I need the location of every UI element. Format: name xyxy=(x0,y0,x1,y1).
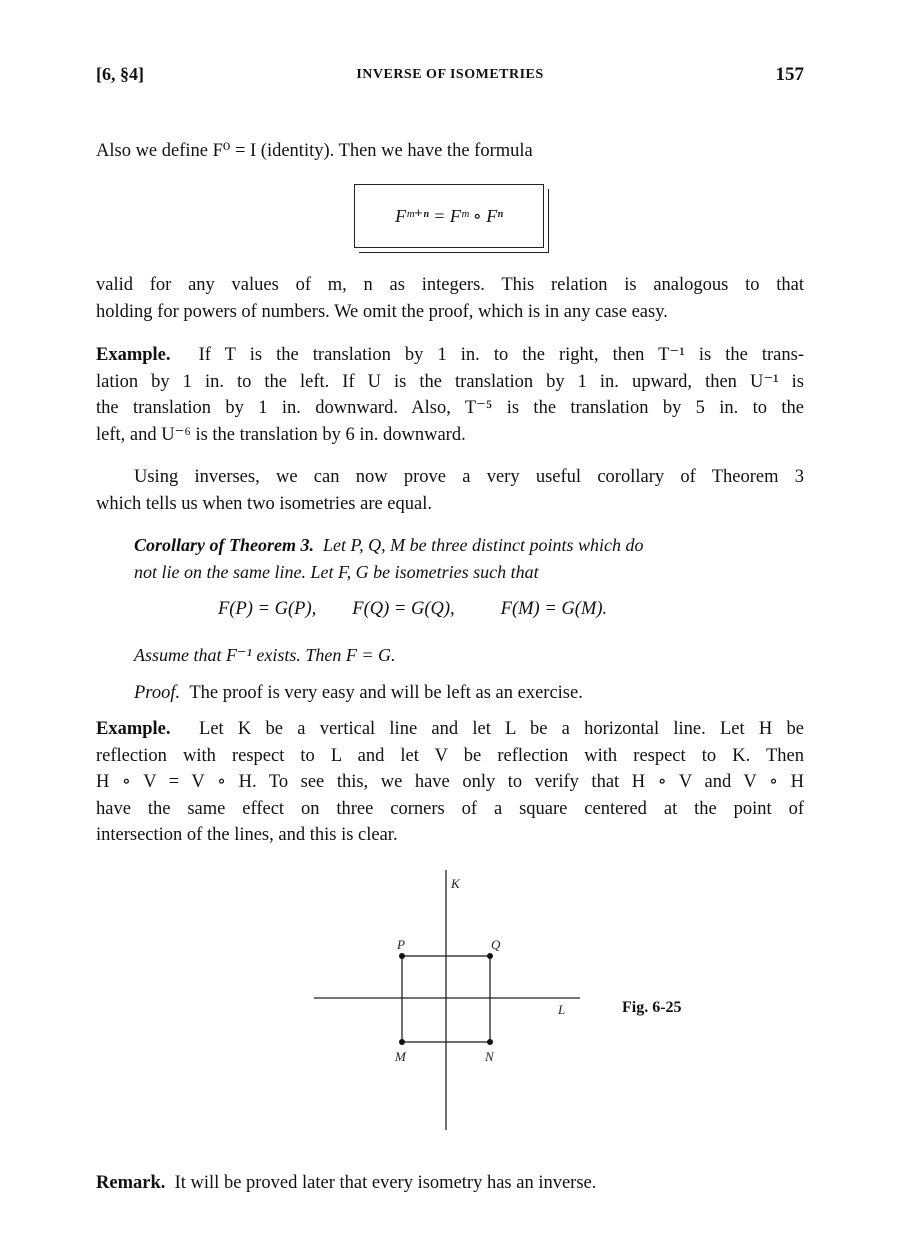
example-text: If T is the translation by 1 in. to the right, then T⁻¹ is the trans- xyxy=(198,345,805,365)
remark-text: It will be proved later that every isometry has an inverse. xyxy=(174,1173,597,1193)
equation-fm: F(M) = G(M). xyxy=(500,599,608,619)
text-line: Assume that F⁻¹ exists. Then F = G. xyxy=(134,645,396,665)
example-label: Example. xyxy=(96,345,171,365)
proof-label: Proof. xyxy=(134,683,181,703)
label-m: M xyxy=(395,1049,406,1064)
point-q xyxy=(487,953,493,959)
text-line: not lie on the same line. Let F, G be isometries such that xyxy=(134,561,539,582)
corollary-text: Let P, Q, M be three distinct points which do xyxy=(323,535,644,555)
remark-paragraph xyxy=(96,1170,596,1197)
text-line: holding for powers of numbers. We omit the proof, which is in any case easy. xyxy=(96,301,668,322)
example-reflections xyxy=(96,716,804,849)
paragraph-inverses xyxy=(96,464,804,517)
text-line: H ∘ V = V ∘ H. To see this, we have only to verify that H ∘ V and V ∘ H xyxy=(96,772,804,792)
text-line xyxy=(96,342,804,369)
text-line: have the same effect on three corners of a square centered at the point of xyxy=(96,798,804,819)
label-k: K xyxy=(451,876,460,891)
page-number: 157 xyxy=(775,64,804,85)
corollary-assumption xyxy=(134,642,804,669)
corollary-statement xyxy=(134,532,804,585)
text-line: reflection with respect to L and let V be reflection with respect to K. Then xyxy=(96,745,804,766)
proof-paragraph xyxy=(134,680,583,707)
equation-line xyxy=(218,599,607,620)
boxed-formula xyxy=(354,184,544,248)
figure-square-reflection xyxy=(300,868,600,1132)
text-line: intersection of the lines, and this is clear. xyxy=(96,825,398,845)
equation-fq: F(Q) = G(Q), xyxy=(352,599,455,619)
section-marker: [6, §4] xyxy=(96,64,144,84)
text-line: which tells us when two isometries are equal. xyxy=(96,493,432,514)
text-line: Also we define F⁰ = I (identity). Then we have the formula xyxy=(96,141,533,161)
corollary-label: Corollary of Theorem 3. xyxy=(134,535,314,555)
remark-label: Remark. xyxy=(96,1173,166,1193)
example-translation xyxy=(96,342,804,448)
text-line: valid for any values of m, n as integers. This relation is analogous to that xyxy=(96,275,804,295)
label-l: L xyxy=(558,1002,566,1017)
label-n: N xyxy=(485,1049,494,1064)
text-line: the translation by 1 in. downward. Also, T⁻⁵ is the translation by 5 in. to the xyxy=(96,398,804,418)
point-m xyxy=(399,1039,405,1045)
page-header xyxy=(96,64,804,88)
text-line: lation by 1 in. to the left. If U is the translation by 1 in. upward, then U⁻¹ is xyxy=(96,371,804,392)
paragraph-valid xyxy=(96,272,804,325)
paragraph-define-identity xyxy=(96,138,804,165)
figure-caption: Fig. 6-25 xyxy=(622,999,682,1016)
running-title: INVERSE OF ISOMETRIES xyxy=(356,67,544,82)
text-line xyxy=(134,532,804,559)
formula-text: Fᵐ⁺ⁿ = Fᵐ ∘ Fⁿ xyxy=(395,206,503,226)
figure-diagram xyxy=(300,868,600,1132)
label-q: Q xyxy=(491,937,501,952)
proof-text: The proof is very easy and will be left as an exercise. xyxy=(189,683,583,703)
example-text: Let K be a vertical line and let L be a horizontal line. Let H be xyxy=(199,719,804,739)
point-n xyxy=(487,1039,493,1045)
label-p: P xyxy=(397,937,405,952)
text-line: Using inverses, we can now prove a very useful corollary of Theorem 3 xyxy=(134,467,804,487)
example-label: Example. xyxy=(96,719,171,739)
equation-fp: F(P) = G(P), xyxy=(218,599,317,619)
text-line xyxy=(96,716,804,743)
text-line: left, and U⁻⁶ is the translation by 6 in. downward. xyxy=(96,424,466,445)
point-p xyxy=(399,953,405,959)
